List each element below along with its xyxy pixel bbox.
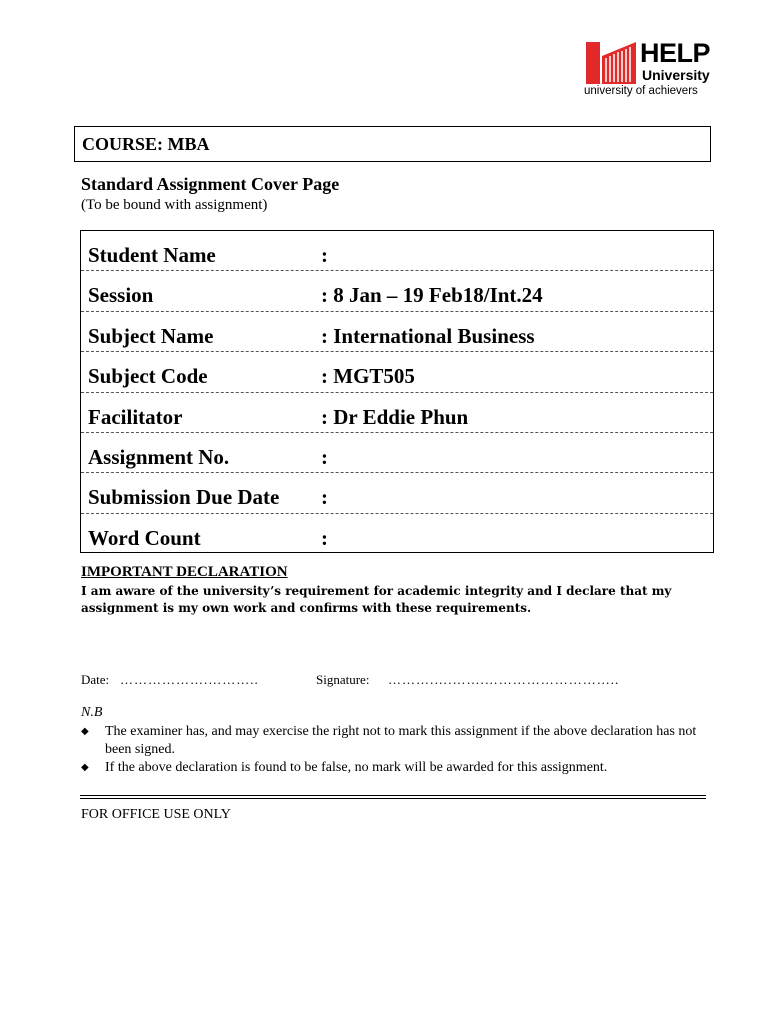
- logo-university-text: University: [642, 67, 710, 83]
- note-text: If the above declaration is found to be false, no mark will be awarded for this assignment.: [105, 760, 608, 775]
- help-logo-mark-icon: [586, 42, 636, 84]
- info-value: : International Business: [321, 323, 535, 348]
- info-value: : Dr Eddie Phun: [321, 404, 469, 429]
- info-label: Word Count: [88, 525, 201, 550]
- info-value: :: [321, 485, 328, 510]
- course-box: [74, 126, 711, 162]
- declaration-heading: IMPORTANT DECLARATION: [81, 564, 288, 580]
- info-row-facilitator: [81, 393, 713, 433]
- signature-field: ……….….…….………………………..: [388, 672, 620, 687]
- university-logo: [584, 40, 734, 100]
- info-label: Facilitator: [88, 404, 183, 429]
- info-value: :: [321, 444, 328, 469]
- info-value: :: [321, 243, 328, 267]
- note-item: [81, 759, 721, 777]
- info-row-subject-name: [81, 312, 713, 352]
- logo-brand-text: HELP: [640, 38, 711, 68]
- signature-label: Signature:: [316, 672, 370, 687]
- student-info-table: [80, 230, 714, 553]
- declaration-text: I am aware of the university’s requirement for academic integrity and I declare that my assignment is my own work and confirms with these requirements.: [81, 584, 672, 615]
- section-divider: [80, 795, 706, 799]
- info-label: Submission Due Date: [88, 485, 280, 510]
- note-item: [81, 723, 721, 759]
- diamond-bullet-icon: ◆: [81, 762, 89, 773]
- info-row-subject-code: [81, 352, 713, 392]
- date-field: ……………….………..: [120, 672, 259, 687]
- info-label: Subject Code: [88, 364, 208, 389]
- info-label: Student Name: [88, 243, 216, 267]
- cover-subtitle: (To be bound with assignment): [81, 197, 268, 213]
- info-value: : MGT505: [321, 364, 415, 389]
- office-use-label: FOR OFFICE USE ONLY: [81, 807, 231, 822]
- notes-label: N.B: [81, 705, 103, 720]
- info-value: :: [321, 525, 328, 550]
- logo-tagline: university of achievers: [584, 85, 698, 97]
- info-value: : 8 Jan – 19 Feb18/Int.24: [321, 283, 543, 308]
- cover-title: Standard Assignment Cover Page: [81, 174, 340, 194]
- diamond-bullet-icon: ◆: [81, 726, 89, 737]
- course-label: COURSE: MBA: [82, 134, 210, 154]
- info-row-assignment-no: [81, 433, 713, 473]
- info-row-student-name: [81, 231, 713, 271]
- info-row-word-count: [81, 514, 713, 554]
- date-label: Date:: [81, 672, 110, 687]
- info-label: Subject Name: [88, 323, 214, 348]
- note-text: The examiner has, and may exercise the right not to mark this assignment if the above declaration has not been signed.: [105, 724, 697, 757]
- info-row-submission-due-date: [81, 473, 713, 513]
- info-label: Assignment No.: [88, 444, 230, 469]
- info-row-session: [81, 271, 713, 311]
- info-label: Session: [88, 283, 154, 308]
